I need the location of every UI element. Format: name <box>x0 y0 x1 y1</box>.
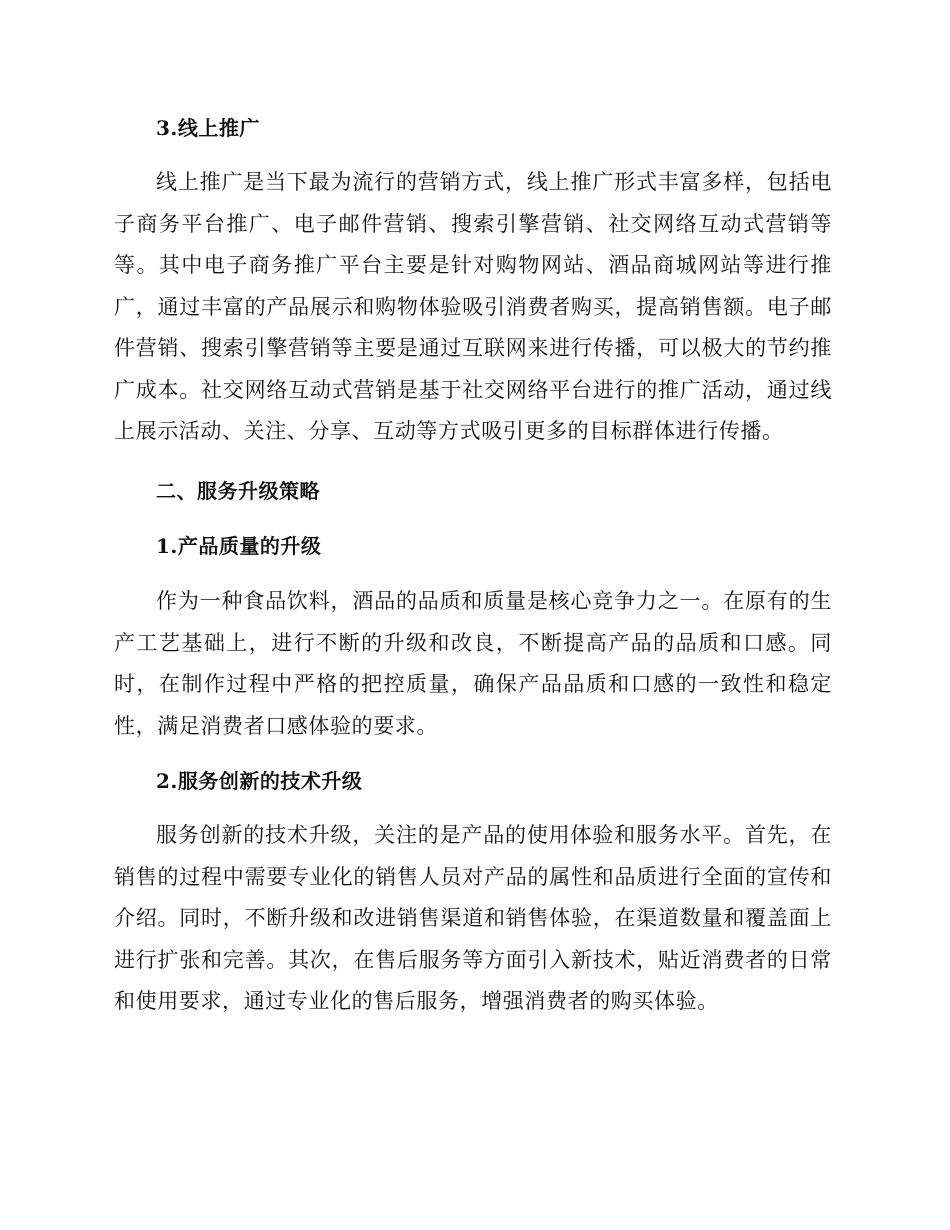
paragraph-product-quality-upgrade: 作为一种食品饮料，酒品的品质和质量是核心竞争力之一。在原有的生产工艺基础上，进行不断的升级和改良，不断提高产品的品质和口感。同时，在制作过程中严格的把控质量，确保产品品质和口感的一致性和稳定性，满足消费者口感体验的要求。 <box>114 589 832 738</box>
paragraph-service-tech-upgrade: 服务创新的技术升级，关注的是产品的使用体验和服务水平。首先，在销售的过程中需要专业化的销售人员对产品的属性和品质进行全面的宣传和介绍。同时，不断升级和改进销售渠道和销售体验，在渠道数量和覆盖面上进行扩张和完善。其次，在售后服务等方面引入新技术，贴近消费者的日常和使用要求，通过专业化的售后服务，增强消费者的购买体验。 <box>114 823 832 1013</box>
heading-online-promotion: 3.线上推广 <box>156 116 260 140</box>
heading-service-tech-upgrade: 2.服务创新的技术升级 <box>156 769 363 793</box>
heading-service-upgrade-strategy: 二、服务升级策略 <box>156 479 320 503</box>
paragraph-online-promotion: 线上推广是当下最为流行的营销方式，线上推广形式丰富多样，包括电子商务平台推广、电子邮件营销、搜索引擎营销、社交网络互动式营销等等。其中电子商务推广平台主要是针对购物网站、酒品商城网站等进行推广，通过丰富的产品展示和购物体验吸引消费者购买，提高销售额。电子邮件营销、搜索引擎营销等主要是通过互联网来进行传播，可以极大的节约推广成本。社交网络互动式营销是基于社交网络平台进行的推广活动，通过线上展示活动、关注、分享、互动等方式吸引更多的目标群体进行传播。 <box>114 170 832 443</box>
heading-product-quality-upgrade: 1.产品质量的升级 <box>156 534 322 558</box>
